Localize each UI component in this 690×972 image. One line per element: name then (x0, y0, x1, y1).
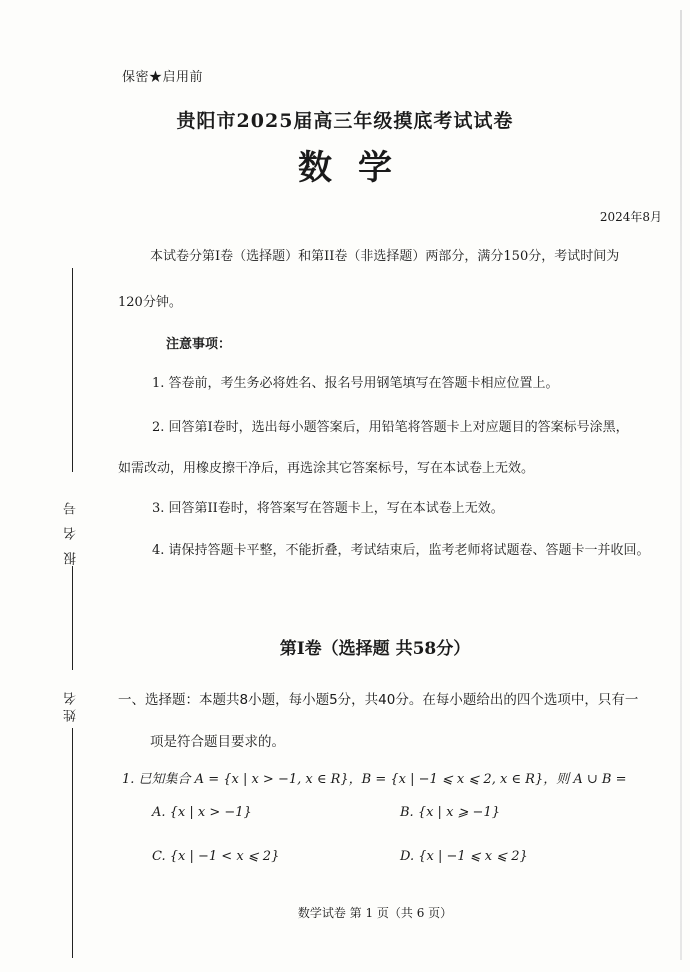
registration-number-label: 报名号 (64, 490, 79, 565)
question-1-option-b: B. {x | x ⩾ −1} (400, 805, 500, 820)
question-1-option-a: A. {x | x > −1} (152, 805, 252, 820)
notes-title: 注意事项： (166, 337, 232, 352)
part-1-title: 第I卷（选择题 共58分） (279, 639, 471, 659)
exam-title: 贵阳市2025届高三年级摸底考试试卷 (176, 110, 514, 132)
intro-line-2: 120分钟。 (118, 295, 182, 310)
section-1-instructions: 一、选择题：本题共8小题，每小题5分，共40分。在每小题给出的四个选项中，只有一 (118, 692, 639, 708)
exam-date: 2024年8月 (599, 210, 662, 224)
name-label: 姓名 (64, 688, 79, 722)
intro-line-1: 本试卷分第I卷（选择题）和第II卷（非选择题）两部分，满分150分，考试时间为 (150, 249, 620, 264)
note-item-3: 3. 回答第II卷时，将答案写在答题卡上，写在本试卷上无效。 (152, 501, 504, 516)
note-item-2-continued: 如需改动，用橡皮擦干净后，再选涂其它答案标号，写在本试卷上无效。 (118, 461, 535, 476)
page-footer: 数学试卷 第 1 页（共 6 页） (297, 906, 453, 920)
question-1-option-d: D. {x | −1 ⩽ x ⩽ 2} (400, 849, 528, 864)
note-item-1: 1. 答卷前，考生务必将姓名、报名号用钢笔填写在答题卡相应位置上。 (152, 376, 559, 391)
question-1-option-c: C. {x | −1 < x ⩽ 2} (152, 849, 280, 864)
note-item-4: 4. 请保持答题卡平整，不能折叠，考试结束后，监考老师将试题卷、答题卡一并收回。 (152, 543, 650, 558)
confidential-notice: 保密★启用前 (122, 70, 204, 85)
subject-title: 数学 (298, 148, 418, 188)
binding-line-bottom (72, 728, 73, 958)
note-item-2: 2. 回答第I卷时，选出每小题答案后，用铅笔将答题卡上对应题目的答案标号涂黑， (152, 420, 629, 435)
section-1-instructions-continued: 项是符合题目要求的。 (150, 734, 285, 750)
binding-line-top (72, 268, 73, 472)
question-1-stem: 1. 已知集合 A = {x | x > −1, x ∈ R}，B = {x | −1 ⩽ x ⩽ 2, x ∈ R}，则 A ∪ B = (122, 772, 627, 787)
